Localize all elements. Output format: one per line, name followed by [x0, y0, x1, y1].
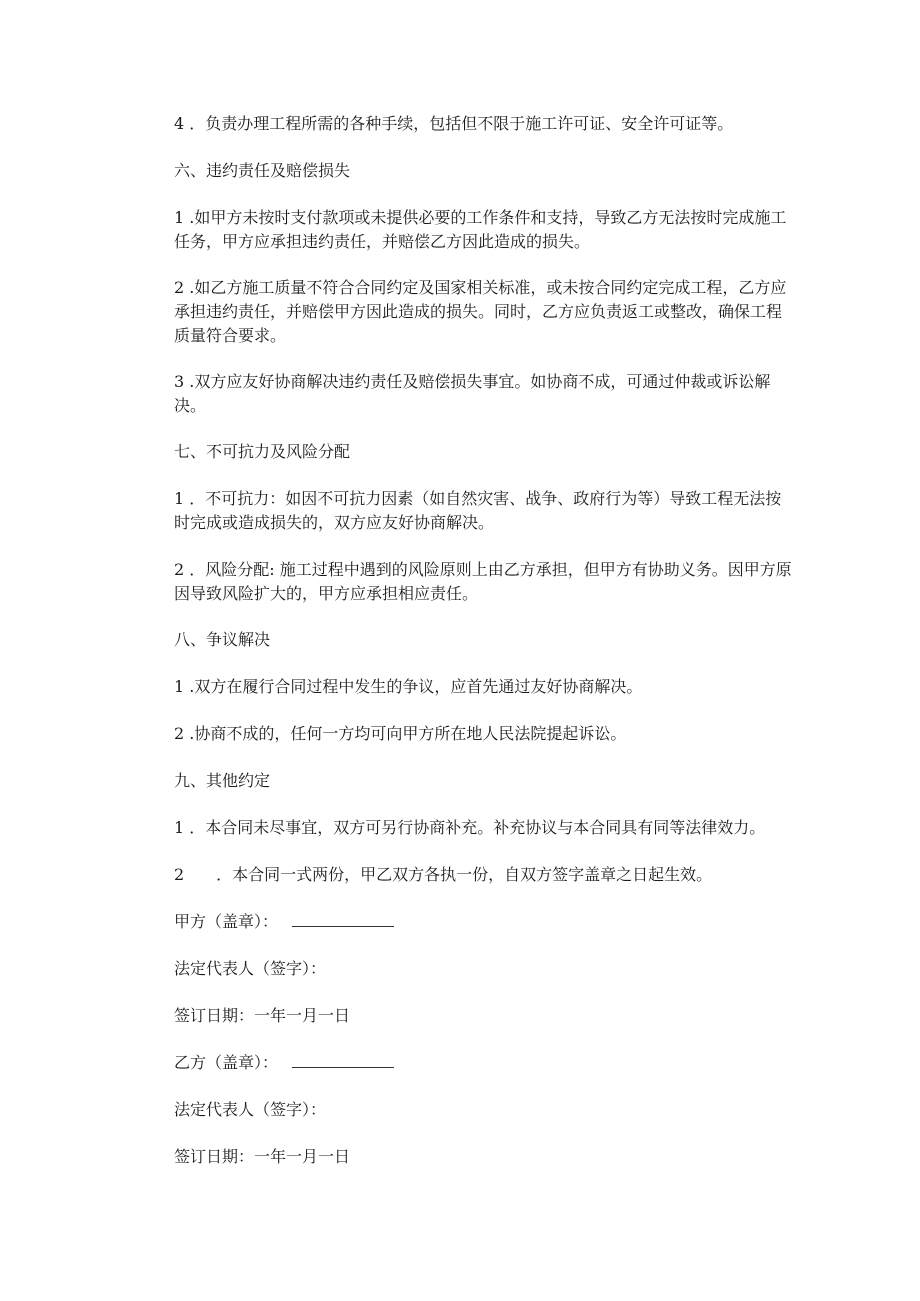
party-a-label: 甲方（盖章）： [174, 912, 279, 931]
party-a-seal-blank[interactable] [292, 910, 394, 927]
party-b-seal-line [174, 1051, 394, 1075]
party-b-label: 乙方（盖章）： [174, 1053, 279, 1072]
clause-8-2: 2 .协商不成的，任何一方均可向甲方所在地人民法院提起诉讼。 [174, 724, 627, 743]
clause-8-1: 1 .双方在履行合同过程中发生的争议，应首先通过友好协商解决。 [174, 677, 643, 696]
party-a-sign-date: 签订日期：一年一月一日 [174, 1006, 351, 1025]
party-a-seal-line [174, 910, 394, 934]
section-7-heading: 七、不可抗力及风险分配 [174, 442, 351, 461]
clause-6-3: 3 .双方应友好协商解决违约责任及赔偿损失事宜。如协商不成，可通过仲裁或诉讼解决。 [174, 372, 771, 415]
clause-4: 4 ．负责办理工程所需的各种手续，包括但不限于施工许可证、安全许可证等。 [174, 114, 734, 133]
section-6-heading: 六、违约责任及赔偿损失 [174, 161, 351, 180]
clause-6-2: 2 .如乙方施工质量不符合合同约定及国家相关标准，或未按合同约定完成工程，乙方应承担违约责任，并赔偿甲方因此造成的损失。同时，乙方应负责返工或整改，确保工程质量符合要求。 [174, 278, 787, 345]
party-b-seal-blank[interactable] [292, 1051, 394, 1068]
clause-7-2: 2 ．风险分配: 施工过程中遇到的风险原则上由乙方承担，但甲方有协助义务。因甲方原因导致风险扩大的，甲方应承担相应责任。 [174, 560, 792, 603]
party-b-sign-date: 签订日期：一年一月一日 [174, 1147, 351, 1166]
section-9-heading: 九、其他约定 [174, 771, 271, 790]
party-b-representative: 法定代表人（签字）： [174, 1100, 327, 1119]
party-a-representative: 法定代表人（签字）： [174, 959, 327, 978]
clause-6-1: 1 .如甲方未按时支付款项或未提供必要的工作条件和支持，导致乙方无法按时完成施工任务，甲方应承担违约责任，并赔偿乙方因此造成的损失。 [174, 208, 787, 251]
clause-9-1: 1 ．本合同未尽事宜，双方可另行协商补充。补充协议与本合同具有同等法律效力。 [174, 818, 766, 837]
clause-9-2: 2 ．本合同一式两份，甲乙双方各执一份，自双方签字盖章之日起生效。 [174, 865, 713, 884]
section-8-heading: 八、争议解决 [174, 630, 271, 649]
clause-7-1: 1 ．不可抗力：如因不可抗力因素（如自然灾害、战争、政府行为等）导致工程无法按时完成或造成损失的，双方应友好协商解决。 [174, 489, 782, 532]
